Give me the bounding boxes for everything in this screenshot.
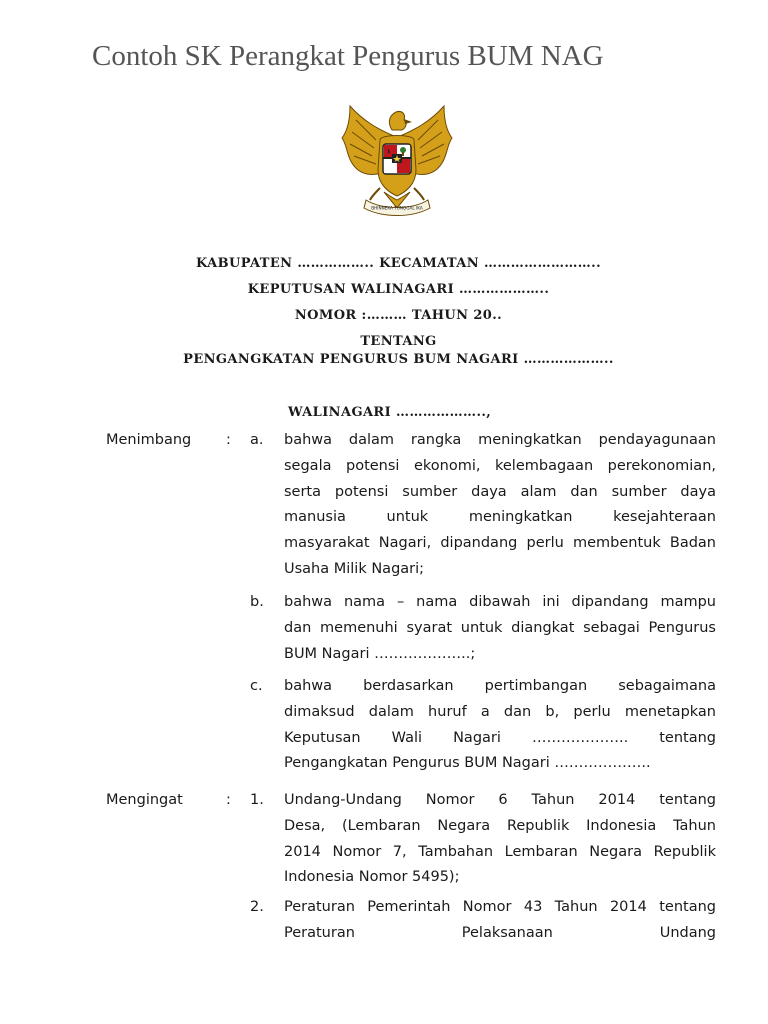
- header-decree-number: NOMOR :……… TAHUN 20..: [294, 308, 503, 323]
- text-line: masyarakat Nagari, dipandang perlu membentuk Badan: [284, 535, 716, 552]
- mengingat-marker-1: 1.: [250, 792, 264, 808]
- text-line: 2014 Nomor 7, Tambahan Lembaran Negara Republik: [284, 843, 716, 860]
- header-decree-title: KEPUTUSAN WALINAGARI ………………..: [247, 282, 550, 297]
- text-line: dimaksud dalam huruf a dan b, perlu menetapkan: [284, 703, 716, 720]
- menimbang-marker-b: b.: [250, 594, 264, 610]
- text-line: manusia untuk meningkatkan kesejahteraan: [284, 509, 716, 526]
- header-regency-district: KABUPATEN …………….. KECAMATAN ……………………..: [195, 256, 602, 271]
- text-line: BUM Nagari ………………..;: [284, 645, 476, 662]
- text-line: Keputusan Wali Nagari ……………….. tentang: [284, 729, 716, 746]
- text-line: Indonesia Nomor 5495);: [284, 869, 460, 886]
- text-line: Peraturan Pelaksanaan Undang: [284, 924, 716, 941]
- text-line: dan memenuhi syarat untuk diangkat sebagai Pengurus: [284, 619, 716, 636]
- page-title: Contoh SK Perangkat Pengurus BUM NAG: [92, 40, 604, 72]
- text-line: bahwa nama – nama dibawah ini dipandang mampu: [284, 594, 716, 610]
- menimbang-item-a: [284, 428, 716, 583]
- menimbang-marker-c: c.: [250, 678, 263, 694]
- text-line: Usaha Milik Nagari;: [284, 560, 425, 577]
- text-line: Pengangkatan Pengurus BUM Nagari ………………..: [284, 755, 651, 772]
- menimbang-colon: :: [226, 432, 231, 448]
- menimbang-item-c: [284, 674, 716, 777]
- menimbang-marker-a: a.: [250, 432, 264, 448]
- mengingat-label: Mengingat: [106, 792, 183, 808]
- walinagari-heading: WALINAGARI ………………..,: [288, 405, 492, 420]
- text-line: bahwa berdasarkan pertimbangan sebagaimana: [284, 678, 716, 694]
- text-line: serta potensi sumber daya alam dan sumber daya: [284, 483, 716, 500]
- menimbang-item-b: [284, 590, 716, 667]
- text-line: bahwa dalam rangka meningkatkan pendayagunaan: [284, 432, 716, 448]
- svg-text:BHINNEKA TUNGGAL IKA: BHINNEKA TUNGGAL IKA: [371, 205, 423, 211]
- mengingat-item-1: [284, 788, 716, 891]
- text-line: Desa, (Lembaran Negara Republik Indonesia Tahun: [284, 817, 716, 834]
- mengingat-marker-2: 2.: [250, 899, 264, 915]
- header-subject: PENGANGKATAN PENGURUS BUM NAGARI ………………..: [183, 352, 614, 367]
- text-line: Undang-Undang Nomor 6 Tahun 2014 tentang: [284, 792, 716, 808]
- mengingat-colon: :: [226, 792, 231, 808]
- header-about: TENTANG: [360, 334, 437, 349]
- mengingat-item-2: [284, 895, 716, 947]
- garuda-emblem-icon: [336, 100, 458, 222]
- text-line: Peraturan Pemerintah Nomor 43 Tahun 2014 tentang: [284, 899, 716, 915]
- menimbang-label: Menimbang: [106, 432, 192, 448]
- text-line: segala potensi ekonomi, kelembagaan perekonomian,: [284, 457, 716, 474]
